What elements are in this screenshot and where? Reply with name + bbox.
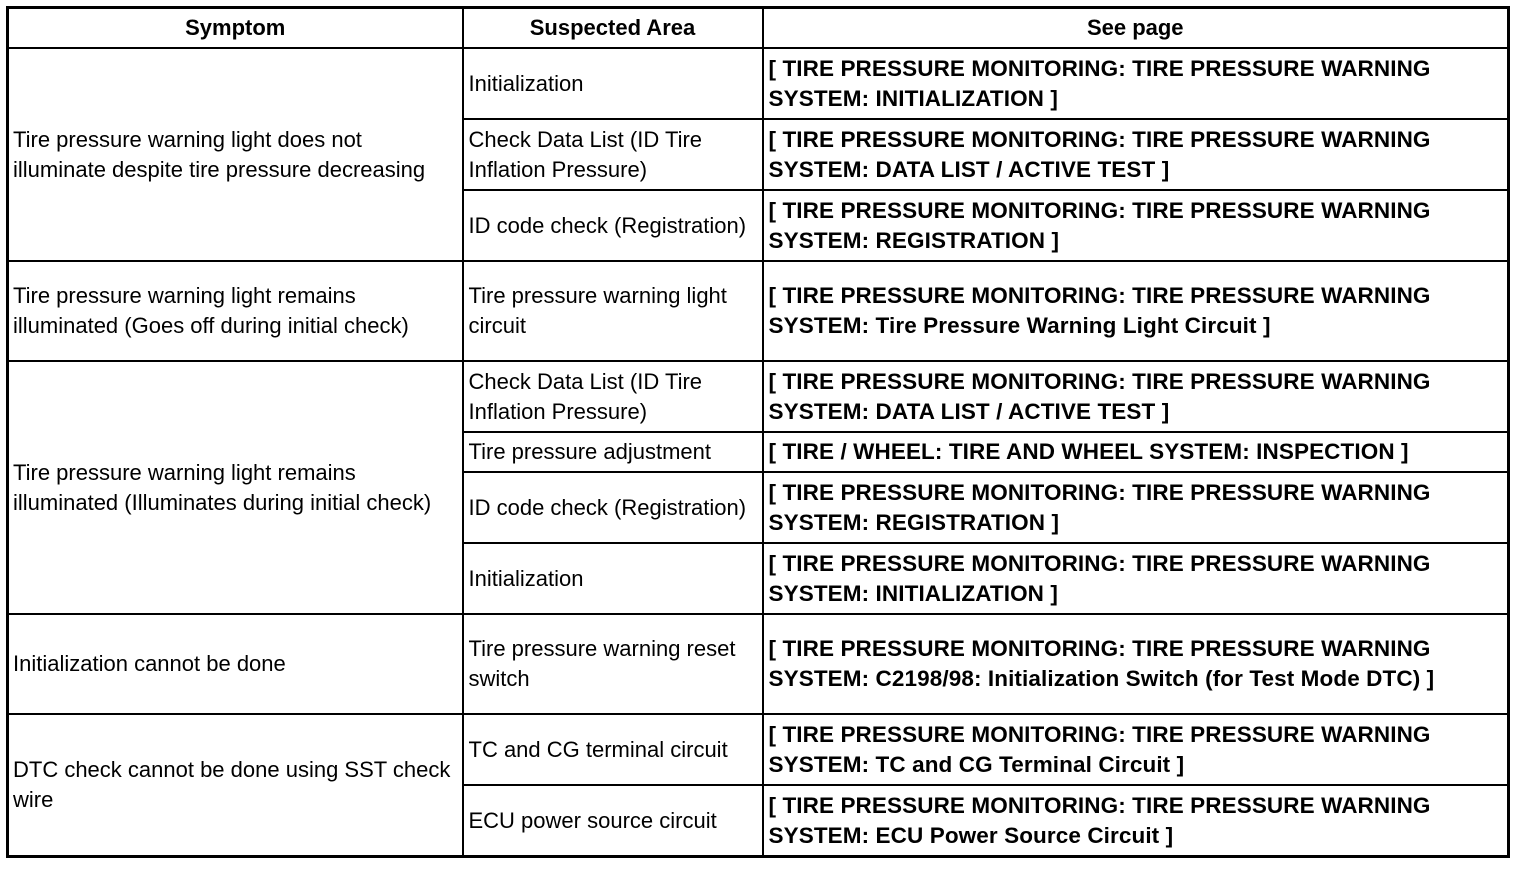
table-row xyxy=(8,614,1509,714)
see-page-link[interactable]: [ TIRE PRESSURE MONITORING: TIRE PRESSURE WARNING SYSTEM: INITIALIZATION ] xyxy=(763,543,1509,614)
suspected-area-cell: Check Data List (ID Tire Inflation Pressure) xyxy=(463,361,763,432)
symptom-cell: Tire pressure warning light does not illuminate despite tire pressure decreasing xyxy=(8,48,463,261)
suspected-area-cell: ECU power source circuit xyxy=(463,785,763,857)
symptom-cell: Tire pressure warning light remains illuminated (Illuminates during initial check) xyxy=(8,361,463,614)
suspected-area-cell: Tire pressure adjustment xyxy=(463,432,763,472)
suspected-area-cell: Tire pressure warning reset switch xyxy=(463,614,763,714)
see-page-link[interactable]: [ TIRE PRESSURE MONITORING: TIRE PRESSURE WARNING SYSTEM: Tire Pressure Warning Light Circuit ] xyxy=(763,261,1509,361)
symptom-cell: Tire pressure warning light remains illuminated (Goes off during initial check) xyxy=(8,261,463,361)
suspected-area-cell: TC and CG terminal circuit xyxy=(463,714,763,785)
table-row xyxy=(8,261,1509,361)
symptom-cell: Initialization cannot be done xyxy=(8,614,463,714)
see-page-link[interactable]: [ TIRE PRESSURE MONITORING: TIRE PRESSURE WARNING SYSTEM: ECU Power Source Circuit ] xyxy=(763,785,1509,857)
see-page-link[interactable]: [ TIRE PRESSURE MONITORING: TIRE PRESSURE WARNING SYSTEM: REGISTRATION ] xyxy=(763,190,1509,261)
header-row xyxy=(8,8,1509,49)
table-row xyxy=(8,714,1509,785)
see-page-link[interactable]: [ TIRE PRESSURE MONITORING: TIRE PRESSURE WARNING SYSTEM: DATA LIST / ACTIVE TEST ] xyxy=(763,361,1509,432)
symptom-cell: DTC check cannot be done using SST check wire xyxy=(8,714,463,857)
header-symptom: Symptom xyxy=(8,8,463,49)
suspected-area-cell: Initialization xyxy=(463,543,763,614)
table-row xyxy=(8,48,1509,119)
header-see-page: See page xyxy=(763,8,1509,49)
symptom-table xyxy=(6,6,1510,858)
see-page-link[interactable]: [ TIRE PRESSURE MONITORING: TIRE PRESSURE WARNING SYSTEM: DATA LIST / ACTIVE TEST ] xyxy=(763,119,1509,190)
see-page-link[interactable]: [ TIRE PRESSURE MONITORING: TIRE PRESSURE WARNING SYSTEM: REGISTRATION ] xyxy=(763,472,1509,543)
suspected-area-cell: Tire pressure warning light circuit xyxy=(463,261,763,361)
see-page-link[interactable]: [ TIRE / WHEEL: TIRE AND WHEEL SYSTEM: INSPECTION ] xyxy=(763,432,1509,472)
page-container xyxy=(6,6,1510,858)
suspected-area-cell: Check Data List (ID Tire Inflation Pressure) xyxy=(463,119,763,190)
see-page-link[interactable]: [ TIRE PRESSURE MONITORING: TIRE PRESSURE WARNING SYSTEM: INITIALIZATION ] xyxy=(763,48,1509,119)
suspected-area-cell: ID code check (Registration) xyxy=(463,190,763,261)
suspected-area-cell: Initialization xyxy=(463,48,763,119)
table-row xyxy=(8,361,1509,432)
suspected-area-cell: ID code check (Registration) xyxy=(463,472,763,543)
see-page-link[interactable]: [ TIRE PRESSURE MONITORING: TIRE PRESSURE WARNING SYSTEM: C2198/98: Initialization Switch (for Test Mode DTC) ] xyxy=(763,614,1509,714)
header-suspected-area: Suspected Area xyxy=(463,8,763,49)
see-page-link[interactable]: [ TIRE PRESSURE MONITORING: TIRE PRESSURE WARNING SYSTEM: TC and CG Terminal Circuit ] xyxy=(763,714,1509,785)
